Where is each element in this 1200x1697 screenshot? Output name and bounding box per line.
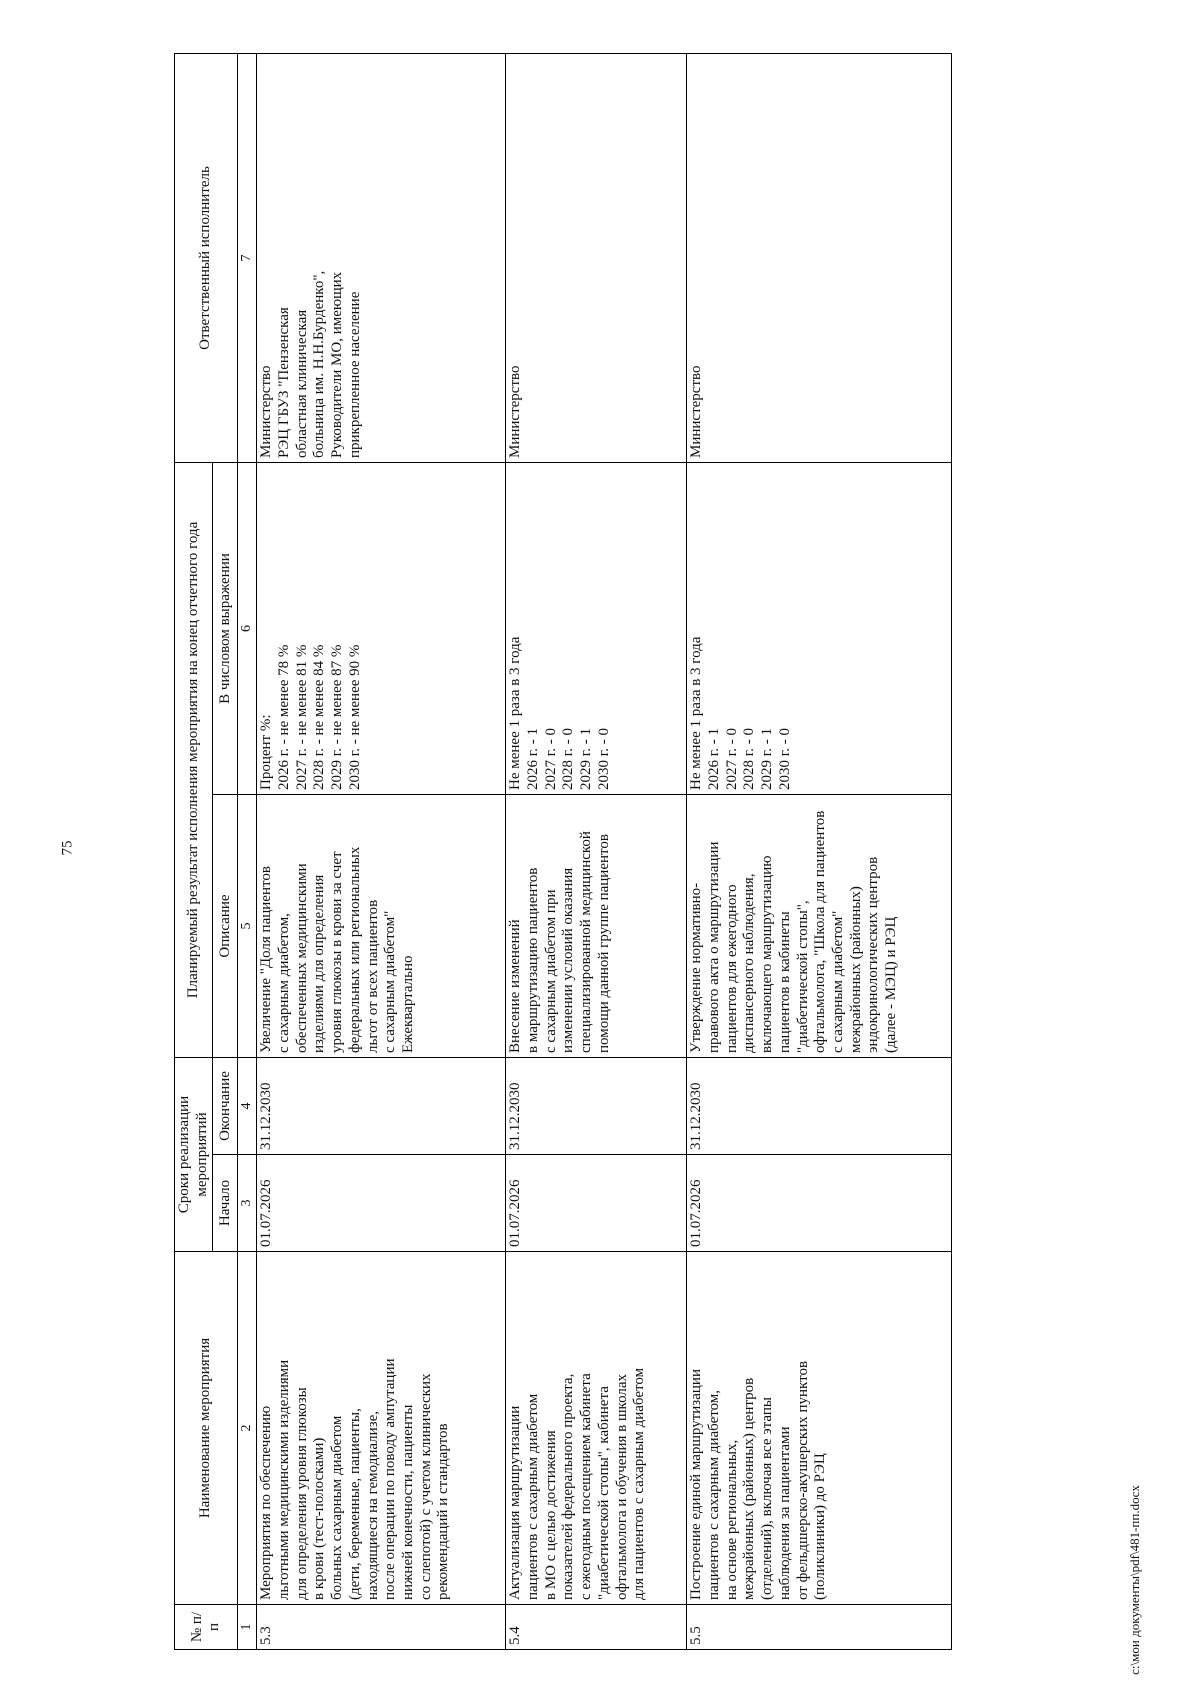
footer-file-path: c:\мои документы\pdf\481-пп.docx <box>1127 1485 1142 1675</box>
col-number: 5 <box>238 795 257 1058</box>
row-num: 5.4 <box>506 1605 687 1650</box>
row-num: 5.5 <box>687 1605 952 1650</box>
row-numeric: Не менее 1 раза в 3 года 2026 г. - 1 2027 г. - 0 2028 г. - 0 2029 г. - 1 2030 г. - 0 <box>687 463 952 795</box>
row-description: Увеличение "Доля пациентов с сахарным диабетом, обеспеченных медицинскими изделиями для определения уровня глюкозы в крови за счет федеральных или региональных льгот от всех пациентов с сахарным диабетом" Ежеквартально <box>257 795 506 1058</box>
col-number: 2 <box>238 1252 257 1605</box>
row-responsible: Министерство РЭЦ ГБУЗ "Пензенская областная клиническая больница им. Н.Н.Бурденко", Руководители МО, имеющих прикрепленное население <box>257 54 506 463</box>
header-result: Планируемый результат исполнения мероприятия на конец отчетного года <box>175 463 213 1058</box>
measures-table <box>174 53 952 1650</box>
row-name: Построение единой маршрутизации пациентов с сахарным диабетом, на основе региональных, межрайонных (районных) центров (отделений), включая все этапы наблюдения за пациентами от фельдшерско-акушерских пунктов (поликлиники) до РЭЦ <box>687 1252 952 1605</box>
table-row <box>506 54 687 1650</box>
header-numeric: В числовом выражении <box>213 463 238 795</box>
row-num: 5.3 <box>257 1605 506 1650</box>
header-start: Начало <box>213 1155 238 1252</box>
col-number: 6 <box>238 463 257 795</box>
header-responsible: Ответственный исполнитель <box>175 54 238 463</box>
row-responsible: Министерство <box>687 54 952 463</box>
row-numeric: Процент %: 2026 г. - не менее 78 % 2027 г. - не менее 81 % 2028 г. - не менее 84 % 2029 г. - не менее 87 % 2030 г. - не менее 90 % <box>257 463 506 795</box>
row-end: 31.12.2030 <box>687 1058 952 1155</box>
row-end: 31.12.2030 <box>506 1058 687 1155</box>
col-number: 3 <box>238 1155 257 1252</box>
header-terms: Сроки реализации мероприятий <box>175 1058 213 1252</box>
table-row <box>687 54 952 1650</box>
row-description: Утверждение нормативно- правового акта о маршрутизации пациентов для ежегодного диспансерного наблюдения, включающего маршрутизацию пациентов в кабинеты "диабетической стопы", офтальмолога, "Школа для пациентов с сахарным диабетом" межрайонных (районных) эндокринологических центров (далее - МЭЦ) и РЭЦ <box>687 795 952 1058</box>
table-row <box>257 54 506 1650</box>
row-start: 01.07.2026 <box>687 1155 952 1252</box>
header-description: Описание <box>213 795 238 1058</box>
page-number: 75 <box>59 840 76 856</box>
col-number: 4 <box>238 1058 257 1155</box>
header-num: № п/п <box>175 1605 238 1650</box>
col-number: 7 <box>238 54 257 463</box>
row-responsible: Министерство <box>506 54 687 463</box>
header-end: Окончание <box>213 1058 238 1155</box>
row-name: Актуализация маршрутизации пациентов с сахарным диабетом в МО с целью достижения показателей федерального проекта, с ежегодным посещением кабинета "диабетической стопы", кабинета офтальмолога и обучения в школах для пациентов с сахарным диабетом <box>506 1252 687 1605</box>
col-number: 1 <box>238 1605 257 1650</box>
header-name: Наименование мероприятия <box>175 1252 238 1605</box>
row-description: Внесение изменений в маршрутизацию пациентов с сахарным диабетом при изменении условий оказания специализированной медицинской помощи данной группе пациентов <box>506 795 687 1058</box>
row-start: 01.07.2026 <box>257 1155 506 1252</box>
rotated-table-container <box>174 54 1068 1650</box>
row-end: 31.12.2030 <box>257 1058 506 1155</box>
row-start: 01.07.2026 <box>506 1155 687 1252</box>
row-name: Мероприятия по обеспечению льготными медицинскими изделиями для определения уровня глюкозы в крови (тест-полосками) больных сахарным диабетом (дети, беременные, пациенты, находящиеся на гемодиализе, после операции по поводу ампутации нижней конечности, пациенты со слепотой) с учетом клинических рекомендаций и стандартов <box>257 1252 506 1605</box>
row-numeric: Не менее 1 раза в 3 года 2026 г. - 1 2027 г. - 0 2028 г. - 0 2029 г. - 1 2030 г. - 0 <box>506 463 687 795</box>
